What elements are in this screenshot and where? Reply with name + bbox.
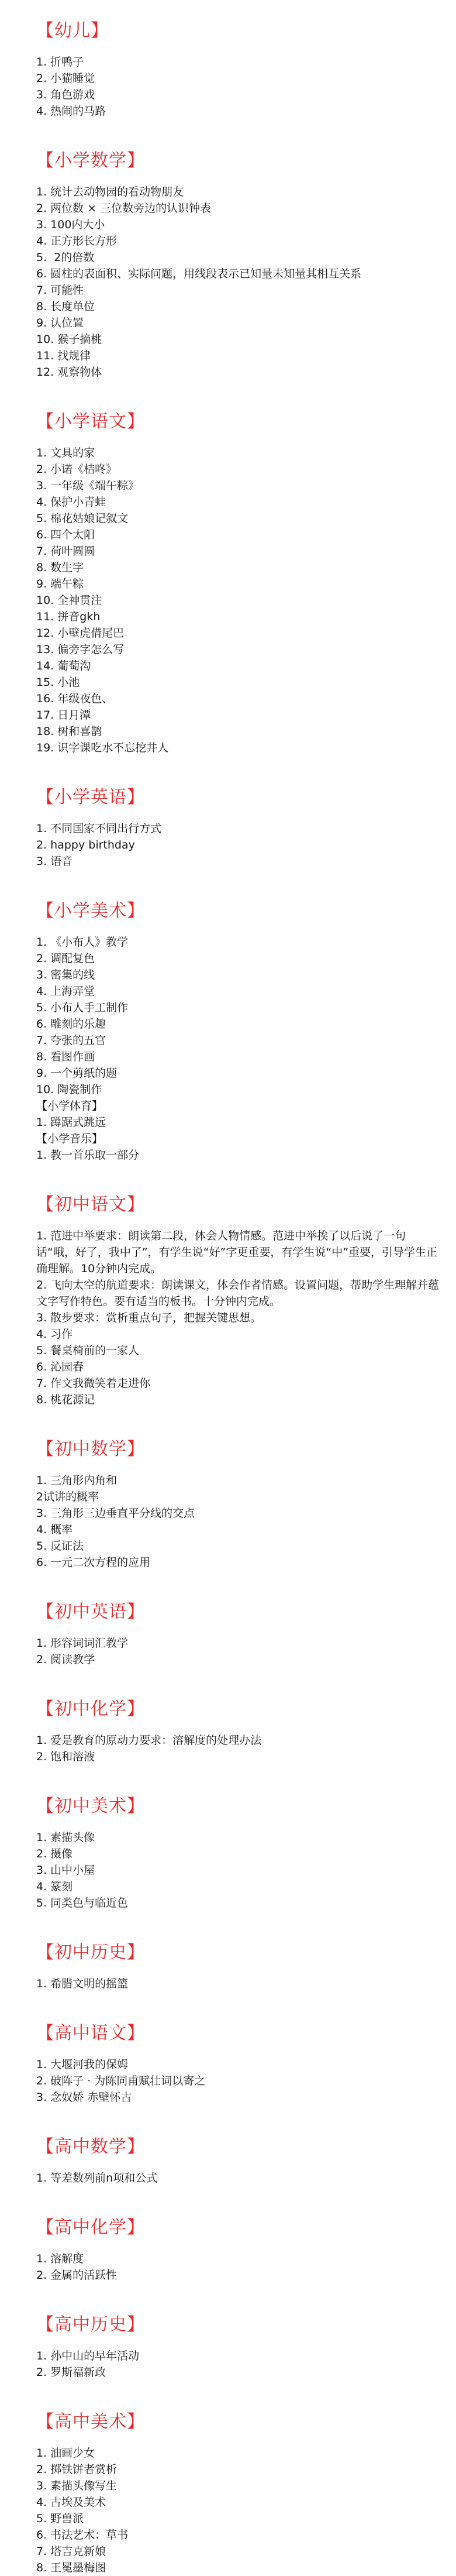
subject-section <box>36 411 443 756</box>
topic-item: 10. 陶瓷制作 <box>36 1083 102 1096</box>
section-heading: 【高中语文】 <box>36 2023 145 2043</box>
subject-section <box>36 2136 443 2186</box>
subject-section <box>36 2314 443 2381</box>
section-heading: 【初中英语】 <box>36 1602 145 1622</box>
section-heading: 【初中化学】 <box>36 1699 145 1719</box>
topic-list <box>36 184 443 380</box>
topic-item: 2. 阅读教学 <box>36 1653 95 1666</box>
topic-item: 16. 年级夜色、 <box>36 692 113 705</box>
topic-list <box>36 2348 443 2381</box>
topic-list <box>36 54 443 119</box>
topic-item: 4. 正方形长方形 <box>36 235 118 248</box>
topic-item: 18. 树和喜鹊 <box>36 725 102 738</box>
topic-item: 6. 一元二次方程的应用 <box>36 1556 151 1569</box>
topic-item: 3. 素描头像写生 <box>36 2479 118 2492</box>
topic-list <box>36 1472 443 1571</box>
topic-item: 15. 小池 <box>36 676 80 689</box>
topic-item: 4. 习作 <box>36 1328 73 1341</box>
topic-item: 9. 认位置 <box>36 317 84 329</box>
subject-section <box>36 20 443 119</box>
topic-item: 7. 作文我微笑着走进你 <box>36 1377 151 1390</box>
topic-list <box>36 2170 443 2186</box>
topic-item: 5. 同类色与临近色 <box>36 1897 129 1909</box>
topic-item: 1. 文具的家 <box>36 446 95 459</box>
subject-section <box>36 2217 443 2283</box>
topic-list <box>36 2056 443 2106</box>
topic-item: 8. 长度单位 <box>36 300 95 313</box>
topic-item: 5. 餐桌椅前的一家人 <box>36 1344 140 1357</box>
topic-item: 14. 葡萄沟 <box>36 660 91 672</box>
topic-item: 1. 教一首乐取一部分 <box>36 1149 140 1162</box>
topic-item: 1. 《小布人》教学 <box>36 936 129 949</box>
section-heading: 【初中语文】 <box>36 1194 145 1215</box>
topic-list <box>36 820 443 870</box>
topic-list <box>36 1732 443 1765</box>
section-heading: 【高中化学】 <box>36 2217 145 2238</box>
subject-section <box>36 786 443 870</box>
topic-list <box>36 1228 443 1408</box>
section-heading: 【小学美术】 <box>36 901 145 921</box>
topic-item: 1. 不同国家不同出行方式 <box>36 822 162 835</box>
topic-item: 7. 夸张的五官 <box>36 1034 106 1047</box>
subject-section <box>36 1601 443 1668</box>
subject-section <box>36 1795 443 1911</box>
subject-section <box>36 150 443 380</box>
topic-item: 2. 金属的活跃性 <box>36 2269 118 2282</box>
section-heading: 【初中历史】 <box>36 1942 145 1963</box>
subject-section <box>36 1942 443 1992</box>
topic-item: 5. 野兽派 <box>36 2512 84 2525</box>
topic-item: 6. 雕刻的乐趣 <box>36 1018 106 1031</box>
topic-item: 5. 反证法 <box>36 1540 84 1553</box>
topic-item: 1. 折鸭子 <box>36 56 84 68</box>
topic-item: 8. 王冕墨梅图 <box>36 2561 106 2574</box>
topic-item: 2. 两位数 × 三位数旁边的认识钟表 <box>36 202 212 215</box>
topic-item: 2. 飞向太空的航道要求：朗读课文，体会作者情感。设置问题，帮助学生理解并蕴文字写作特色。要有适当的板书。十分钟内完成。 <box>36 1279 440 1308</box>
section-heading: 【高中美术】 <box>36 2412 145 2432</box>
topic-item: 9. 一个剪纸的题 <box>36 1067 118 1080</box>
topic-item: 8. 数生字 <box>36 561 84 574</box>
topic-item: 3. 密集的线 <box>36 968 95 981</box>
topic-list <box>36 1976 443 1992</box>
topic-item: 1. 大堰河我的保姆 <box>36 2058 129 2071</box>
topic-item: 3. 语音 <box>36 855 73 868</box>
topic-item: 1. 三角形内角和 <box>36 1474 118 1487</box>
section-heading: 【高中历史】 <box>36 2314 145 2335</box>
topic-item: 7. 荷叶圆圆 <box>36 545 95 558</box>
section-heading: 【初中数学】 <box>36 1439 145 1459</box>
topic-item: 7. 可能性 <box>36 284 84 297</box>
topic-item: 8. 桃花源记 <box>36 1393 95 1406</box>
topic-item: 2. 罗斯福新政 <box>36 2366 106 2379</box>
topic-item: 3. 念奴娇 赤壁怀古 <box>36 2091 132 2104</box>
topic-item: 4. 热闹的马路 <box>36 105 106 118</box>
subject-section <box>36 900 443 1163</box>
section-heading: 【幼儿】 <box>36 20 109 41</box>
topic-item: 17. 日月潭 <box>36 709 91 722</box>
topic-item: 13. 偏旁字怎么写 <box>36 643 125 656</box>
subject-section <box>36 1698 443 1765</box>
topic-item: 1. 素描头像 <box>36 1831 95 1844</box>
section-heading: 【小学语文】 <box>36 411 145 432</box>
topic-item: 4. 篆刻 <box>36 1880 73 1893</box>
topic-item: 6. 沁园春 <box>36 1361 84 1373</box>
subject-section <box>36 1194 443 1408</box>
topic-item: 3. 三角形三边垂直平分线的交点 <box>36 1507 195 1520</box>
topic-item: 2试讲的概率 <box>36 1490 99 1503</box>
topic-item: 3. 角色游戏 <box>36 88 95 101</box>
topic-item: 2. happy birthday <box>36 839 135 851</box>
section-heading: 【小学英语】 <box>36 787 145 808</box>
topic-item: 5. 棉花姑娘记叙文 <box>36 512 129 525</box>
section-heading: 【高中数学】 <box>36 2137 145 2157</box>
topic-list <box>36 2445 443 2576</box>
topic-item: 19. 识字课吃水不忘挖井人 <box>36 741 169 754</box>
topic-item: 7. 塔吉克新娘 <box>36 2545 106 2558</box>
subject-section <box>36 1438 443 1571</box>
topic-item: 12. 观察物体 <box>36 366 102 379</box>
topic-item: 8. 看图作画 <box>36 1050 95 1063</box>
topic-item: 2. 饱和溶液 <box>36 1750 95 1763</box>
topic-item: 1. 蹲踞式跳远 <box>36 1116 106 1129</box>
topic-item: 2. 掷铁饼者赏析 <box>36 2463 118 2476</box>
topic-item: 【小学体育】 <box>36 1100 103 1112</box>
topic-list <box>36 1829 443 1911</box>
topic-item: 12. 小壁虎借尾巴 <box>36 627 125 640</box>
topic-item: 1. 形容词词汇教学 <box>36 1637 129 1650</box>
topic-item: 2. 小猫睡觉 <box>36 72 95 85</box>
topic-item: 4. 概率 <box>36 1523 73 1536</box>
section-heading: 【初中美术】 <box>36 1796 145 1816</box>
topic-item: 10. 全神贯注 <box>36 594 102 607</box>
topic-item: 11. 拼音gkh <box>36 610 101 623</box>
topic-item: 3. 山中小屋 <box>36 1864 95 1877</box>
topic-item: 10. 猴子摘桃 <box>36 333 102 346</box>
topic-item: 2. 破阵子 · 为陈同甫赋壮词以寄之 <box>36 2074 206 2087</box>
topic-item: 4. 古埃及美术 <box>36 2496 106 2509</box>
topic-item: 2. 调配复色 <box>36 952 95 965</box>
topic-item: 1. 希腊文明的摇篮 <box>36 1977 129 1990</box>
topic-item: 1. 溶解度 <box>36 2252 84 2265</box>
topic-item: 3. 100内大小 <box>36 218 105 231</box>
subject-section <box>36 2411 443 2576</box>
topic-item: 1. 范进中举要求：朗读第二段，体会人物情感。范进中举挨了以后说了一句话“哦，好了，我中了”，有学生说“好”字更重要，有学生说“中”重要，引导学生正确理解。10分钟内完成。 <box>36 1229 438 1275</box>
topic-item: 9. 端午粽 <box>36 578 84 590</box>
topic-item: 11. 找规律 <box>36 349 91 362</box>
subject-section <box>36 2022 443 2106</box>
section-heading: 【小学数学】 <box>36 150 145 171</box>
topic-item: 5. 2的倍数 <box>36 251 95 264</box>
topic-list <box>36 445 443 756</box>
topic-item: 【小学音乐】 <box>36 1132 103 1145</box>
topic-item: 1. 等差数列前n项和公式 <box>36 2172 158 2185</box>
topic-item: 1. 统计去动物园的看动物朋友 <box>36 186 184 198</box>
topic-item: 4. 保护小青蛙 <box>36 496 106 509</box>
topic-item: 3. 一年级《端午粽》 <box>36 479 140 492</box>
topic-item: 3. 散步要求：赏析重点句子，把握关键思想。 <box>36 1311 262 1324</box>
topic-item: 2. 摄像 <box>36 1847 73 1860</box>
topic-item: 2. 小诺《桔咚》 <box>36 463 118 476</box>
topic-item: 6. 四个太阳 <box>36 528 95 541</box>
topic-list <box>36 934 443 1163</box>
topic-item: 1. 爱是教育的原动力要求：溶解度的处理办法 <box>36 1734 262 1747</box>
topic-list <box>36 1635 443 1668</box>
topic-item: 5. 小布人手工制作 <box>36 1001 129 1014</box>
topic-item: 6. 书法艺术：草书 <box>36 2529 129 2541</box>
topic-item: 1. 油画少女 <box>36 2447 95 2460</box>
topic-item: 4. 上海弄堂 <box>36 985 95 998</box>
topic-list <box>36 2251 443 2283</box>
topic-item: 6. 圆柱的表面积、实际问题，用线段表示已知量未知量其相互关系 <box>36 267 362 280</box>
topic-item: 1. 孙中山的早年活动 <box>36 2350 140 2362</box>
